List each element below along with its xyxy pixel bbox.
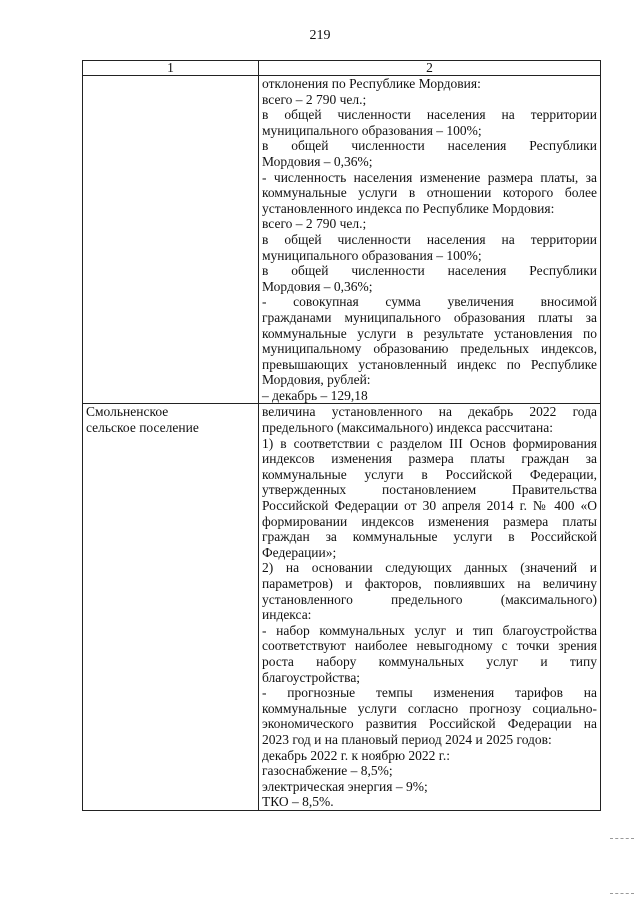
- table-row: [83, 404, 601, 810]
- table-row: [83, 76, 601, 404]
- text-line: всего – 2 790 чел.;: [262, 216, 367, 232]
- text-line: установленного предельного (максимального): [262, 591, 597, 607]
- text-line: параметров) и факторов, повлиявших на величину: [262, 576, 597, 591]
- text-line: коммунальные услуги в результате установления по: [262, 325, 597, 341]
- scan-artifact: [610, 893, 634, 894]
- text-line: 2) на основании следующих данных (значений и: [262, 560, 597, 576]
- text-line: коммунальные услуги в отношении которого более: [262, 185, 597, 201]
- text-line: всего – 2 790 чел.;: [262, 91, 367, 107]
- document-table: [82, 60, 601, 811]
- text-line: в общей численности населения на территории: [262, 231, 597, 247]
- municipality-name: Смольненское: [86, 404, 169, 420]
- table-header-row: [83, 61, 601, 76]
- text-line: ТКО – 8,5%.: [262, 794, 334, 810]
- text-line: Мордовия, рублей:: [262, 372, 371, 388]
- text-line: утвержденных постановлением Правительства: [262, 482, 597, 498]
- text-line: – декабрь – 129,18: [262, 387, 368, 403]
- text-line: - совокупная сумма увеличения вносимой: [262, 294, 597, 310]
- text-line: - численность населения изменение размера платы, за: [262, 169, 597, 185]
- text-line: электрическая энергия – 9%;: [262, 778, 428, 794]
- text-line: муниципальному образованию предельных индексов,: [262, 341, 597, 357]
- text-line: муниципального образования – 100%;: [262, 122, 482, 138]
- text-line: Мордовия – 0,36%;: [262, 153, 373, 169]
- page-number: 219: [309, 28, 331, 43]
- column-header-1: 1: [83, 61, 259, 76]
- description-cell: [259, 76, 601, 404]
- text-line: в общей численности населения Республики: [262, 138, 597, 154]
- text-line: формировании индексов изменения размера платы: [262, 513, 597, 529]
- column-header-2: 2: [259, 61, 601, 76]
- text-line: установленного индекса по Республике Мордовия:: [262, 200, 555, 216]
- text-line: - прогнозные темпы изменения тарифов на: [262, 685, 597, 701]
- text-line: граждан за коммунальные услуги в Российской: [262, 529, 597, 545]
- text-line: благоустройства;: [262, 669, 361, 685]
- text-line: 1) в соответствии с разделом III Основ формирования: [262, 435, 597, 451]
- text-line: экономического развития Российской Федерации на: [262, 716, 597, 732]
- text-line: индекса:: [262, 607, 312, 623]
- description-cell: [259, 404, 601, 810]
- scan-artifact: [610, 838, 634, 839]
- text-line: в общей численности населения на территории: [262, 107, 597, 123]
- text-line: Федерации»;: [262, 544, 337, 560]
- text-line: муниципального образования – 100%;: [262, 247, 482, 263]
- municipality-cell: [83, 404, 259, 810]
- text-line: 2023 год и на плановый период 2024 и 2025 годов:: [262, 731, 552, 747]
- text-line: предельного (максимального) индекса рассчитана:: [262, 420, 554, 436]
- text-line: декабрь 2022 г. к ноябрю 2022 г.:: [262, 747, 450, 763]
- text-line: газоснабжение – 8,5%;: [262, 763, 393, 779]
- text-line: роста набору коммунальных услуг и типу: [262, 653, 597, 669]
- municipality-cell: [83, 76, 259, 404]
- text-line: Российской Федерации от 30 апреля 2014 г. № 400 «О: [262, 498, 597, 514]
- text-line: - набор коммунальных услуг и тип благоустройства: [262, 622, 597, 638]
- text-line: величина установленного на декабрь 2022 года: [262, 404, 597, 420]
- municipality-name: сельское поселение: [86, 420, 199, 436]
- text-line: коммунальные услуги в Российской Федерации,: [262, 466, 597, 482]
- text-line: гражданами муниципального образования платы за: [262, 309, 597, 325]
- text-line: Мордовия – 0,36%;: [262, 278, 373, 294]
- text-line: индексов изменения размера платы граждан за: [262, 451, 597, 467]
- text-line: отклонения по Республике Мордовия:: [262, 76, 481, 91]
- text-line: коммунальные услуги согласно прогнозу социально-: [262, 700, 597, 716]
- text-line: соответствуют наиболее невыгодному с точки зрения: [262, 638, 597, 654]
- text-line: в общей численности населения Республики: [262, 263, 597, 279]
- text-line: превышающих установленный индекс по Республике: [262, 356, 597, 372]
